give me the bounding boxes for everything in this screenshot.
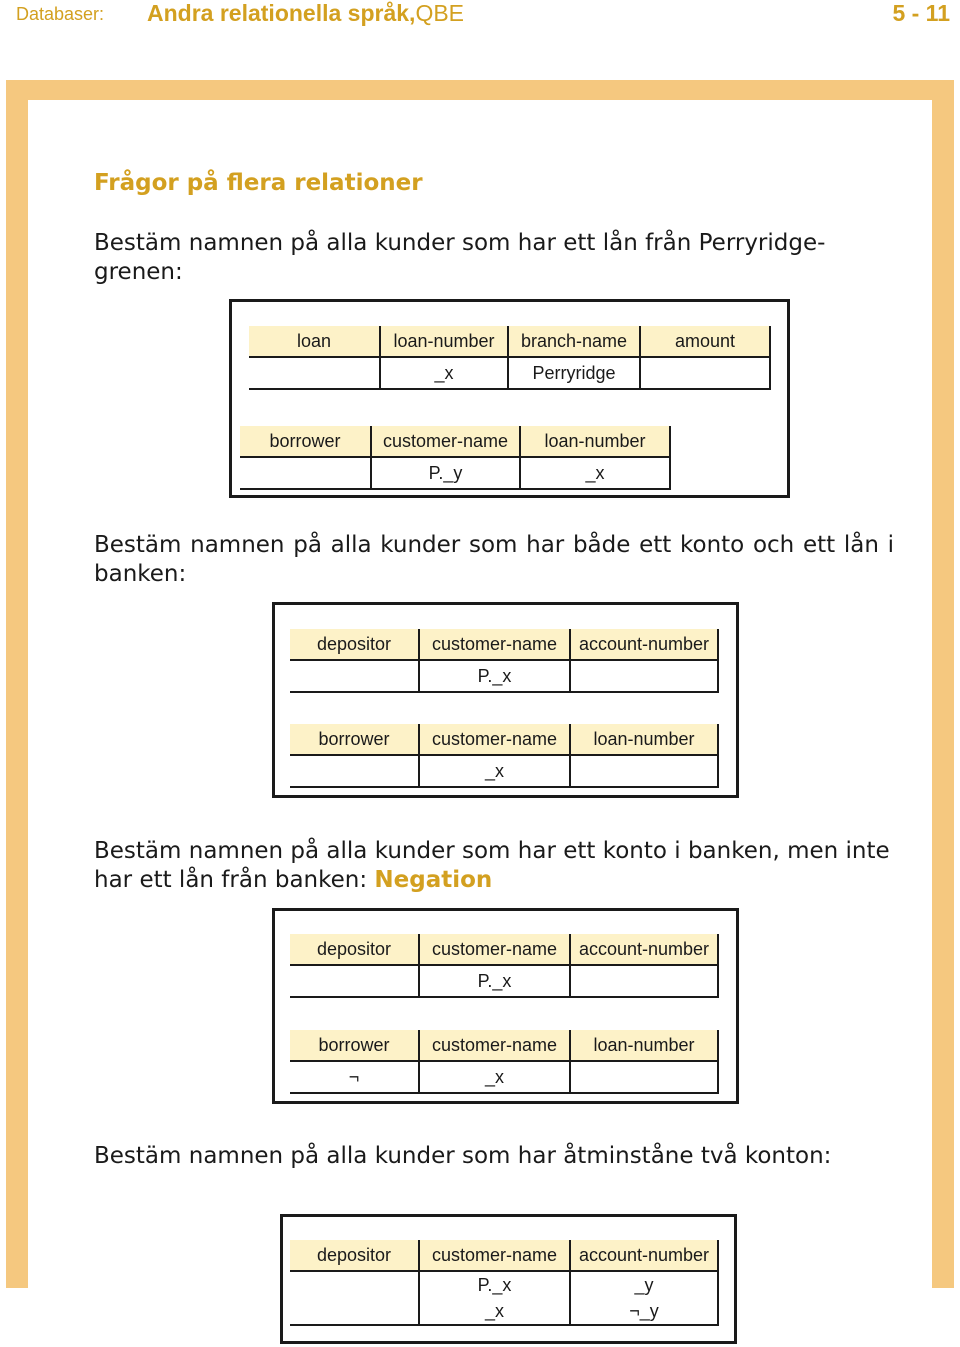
q1-borrower-table bbox=[240, 426, 671, 490]
question-1-text: Bestäm namnen på alla kunder som har ett lån från Perryridge-grenen: bbox=[94, 230, 826, 285]
table-header-row bbox=[240, 426, 670, 457]
q3-depositor-table bbox=[290, 934, 719, 998]
table-row bbox=[290, 965, 718, 997]
table-cell bbox=[290, 755, 419, 787]
table-cell: P._x bbox=[419, 965, 570, 997]
column-header: customer-name bbox=[419, 934, 570, 965]
table-cell bbox=[290, 660, 419, 692]
table-cell bbox=[290, 1298, 419, 1325]
q2-depositor-table bbox=[290, 629, 719, 693]
page-number: 5 - 11 bbox=[892, 0, 950, 26]
column-header: amount bbox=[640, 326, 770, 357]
question-3-body: Bestäm namnen på alla kunder som har ett konto i banken, men inte har ett lån från banken: bbox=[94, 838, 890, 893]
table-row bbox=[290, 1298, 718, 1325]
column-header: customer-name bbox=[371, 426, 520, 457]
table-row bbox=[240, 457, 670, 489]
table-cell bbox=[640, 357, 770, 389]
table-header-row bbox=[249, 326, 770, 357]
table-header-row bbox=[290, 724, 718, 755]
title-sub: QBE bbox=[415, 0, 465, 26]
q4-depositor-table bbox=[290, 1240, 719, 1326]
column-header: account-number bbox=[570, 1240, 718, 1271]
course-label: Databaser: bbox=[16, 4, 105, 24]
table-row bbox=[249, 357, 770, 389]
table-row bbox=[290, 1061, 718, 1093]
q3-borrower-table bbox=[290, 1030, 719, 1094]
relation-name: depositor bbox=[290, 934, 419, 965]
q1-loan-table bbox=[249, 326, 771, 390]
table-header-row bbox=[290, 1030, 718, 1061]
table-header-row bbox=[290, 1240, 718, 1271]
column-header: account-number bbox=[570, 629, 718, 660]
table-cell bbox=[290, 965, 419, 997]
column-header: loan-number bbox=[570, 1030, 718, 1061]
column-header: loan-number bbox=[520, 426, 670, 457]
table-cell: P._y bbox=[371, 457, 520, 489]
table-cell: _y bbox=[570, 1271, 718, 1298]
table-cell: P._x bbox=[419, 1271, 570, 1298]
relation-name: depositor bbox=[290, 629, 419, 660]
table-cell bbox=[240, 457, 371, 489]
table-cell: ¬_y bbox=[570, 1298, 718, 1325]
table-cell: _x bbox=[419, 755, 570, 787]
column-header: loan-number bbox=[570, 724, 718, 755]
table-header-row bbox=[290, 934, 718, 965]
column-header: customer-name bbox=[419, 1030, 570, 1061]
title-main: Andra relationella språk, bbox=[147, 0, 416, 26]
question-4-text: Bestäm namnen på alla kunder som har åtminståne två konton: bbox=[94, 1143, 832, 1169]
relation-name: borrower bbox=[290, 724, 419, 755]
table-cell bbox=[290, 1271, 419, 1298]
column-header: loan-number bbox=[380, 326, 508, 357]
negation-label: Negation bbox=[374, 867, 493, 893]
table-cell: _x bbox=[419, 1061, 570, 1093]
table-row bbox=[290, 755, 718, 787]
table-row bbox=[290, 660, 718, 692]
column-header: branch-name bbox=[508, 326, 640, 357]
question-3-text bbox=[94, 837, 894, 895]
negation-symbol: ¬ bbox=[290, 1061, 419, 1093]
table-cell bbox=[570, 660, 718, 692]
table-cell bbox=[570, 755, 718, 787]
table-cell bbox=[570, 1061, 718, 1093]
table-cell: Perryridge bbox=[508, 357, 640, 389]
column-header: customer-name bbox=[419, 1240, 570, 1271]
table-header-row bbox=[290, 629, 718, 660]
relation-name: depositor bbox=[290, 1240, 419, 1271]
column-header: customer-name bbox=[419, 629, 570, 660]
slide-title bbox=[147, 0, 464, 30]
column-header: account-number bbox=[570, 934, 718, 965]
q2-borrower-table bbox=[290, 724, 719, 788]
table-cell bbox=[570, 965, 718, 997]
table-row bbox=[290, 1271, 718, 1298]
table-cell: _x bbox=[520, 457, 670, 489]
table-cell: _x bbox=[419, 1298, 570, 1325]
table-cell bbox=[249, 357, 380, 389]
section-heading: Frågor på flera relationer bbox=[94, 170, 423, 196]
relation-name: borrower bbox=[240, 426, 371, 457]
column-header: customer-name bbox=[419, 724, 570, 755]
question-2-text: Bestäm namnen på alla kunder som har både ett konto och ett lån i banken: bbox=[94, 532, 894, 587]
relation-name: borrower bbox=[290, 1030, 419, 1061]
table-cell: _x bbox=[380, 357, 508, 389]
relation-name: loan bbox=[249, 326, 380, 357]
table-cell: P._x bbox=[419, 660, 570, 692]
